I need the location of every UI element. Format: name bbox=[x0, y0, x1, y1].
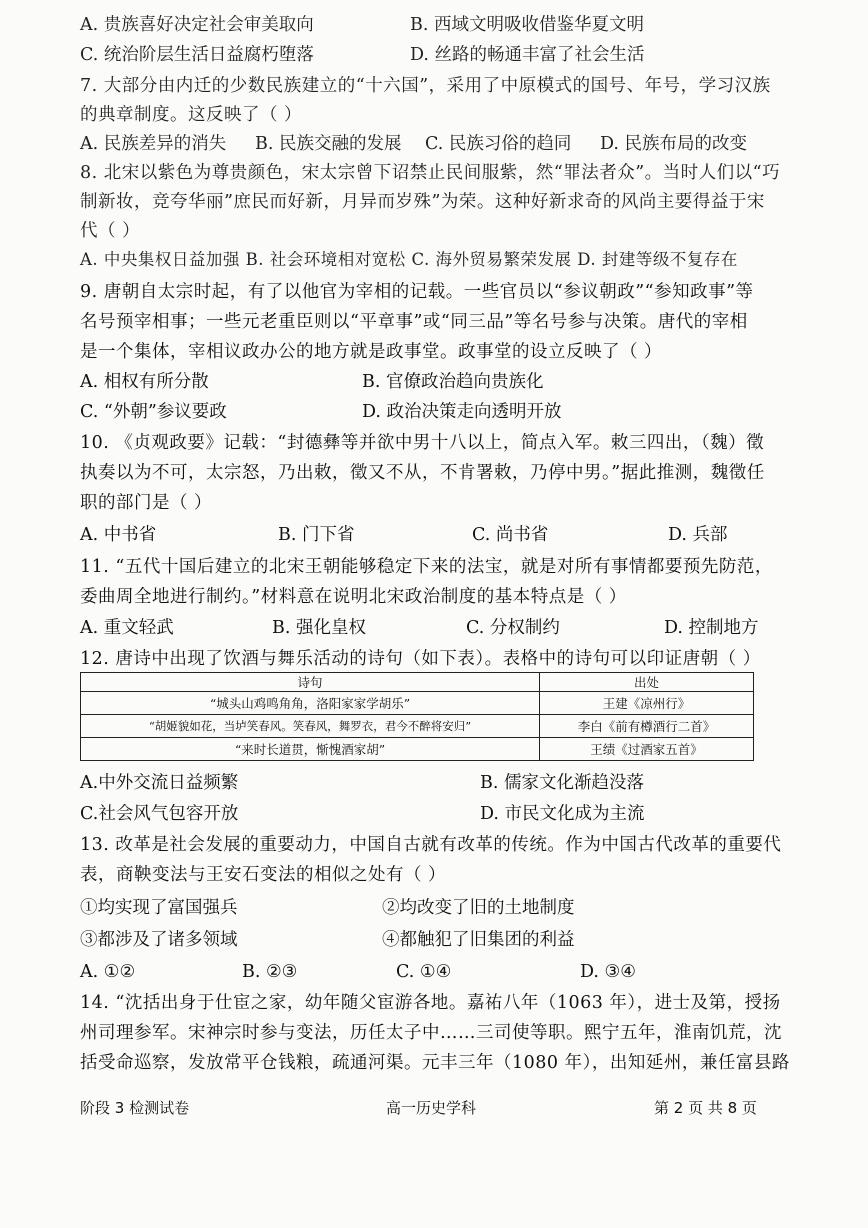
table-cell-source: 王建《凉州行》 bbox=[540, 692, 754, 715]
q14-stem-line-2: 州司理参军。宋神宗时参与变法，历任太子中……三司使等职。熙宁五年，淮南饥荒，沈 bbox=[80, 1023, 782, 1043]
q8-stem-line-2: 制新妆，竞夸华丽”庶民而好新，月异而岁殊”为荣。这种好新求奇的风尚主要得益于宋 bbox=[80, 192, 765, 212]
q13-item-2: ②均改变了旧的土地制度 bbox=[382, 898, 575, 918]
q13-option-b: B. ②③ bbox=[242, 962, 298, 982]
q11-option-c: C. 分权制约 bbox=[466, 618, 560, 638]
q9-option-c: C. “外朝”参议要政 bbox=[80, 402, 227, 422]
q11-option-b: B. 强化皇权 bbox=[272, 618, 366, 638]
q7-stem-line-1: 7. 大部分由内迁的少数民族建立的“十六国”，采用了中原模式的国号、年号，学习汉族 bbox=[80, 76, 771, 96]
footer-page-number: 第 2 页 共 8 页 bbox=[654, 1099, 757, 1117]
q10-stem-line-3: 职的部门是（ ） bbox=[80, 493, 213, 513]
q7-stem-line-2: 的典章制度。这反映了（ ） bbox=[80, 105, 303, 125]
q6-option-a: A. 贵族喜好决定社会审美取向 bbox=[80, 15, 314, 35]
q13-item-3: ③都涉及了诸多领域 bbox=[80, 930, 238, 950]
table-cell-poem: “来时长道贯，惭愧酒家胡” bbox=[81, 738, 540, 761]
q9-stem-line-2: 名号预宰相事；一些元老重臣则以“平章事”或“同三品”等名号参与决策。唐代的宰相 bbox=[80, 312, 748, 332]
q8-stem-line-3: 代（ ） bbox=[80, 221, 141, 241]
q13-stem-line-2: 表，商鞅变法与王安石变法的相似之处有（ ） bbox=[80, 865, 447, 885]
q13-item-4: ④都触犯了旧集团的利益 bbox=[382, 930, 575, 950]
q8-stem-line-1: 8. 北宋以紫色为尊贵颜色，宋太宗曾下诏禁止民间服紫，然“罪法者众”。当时人们以“巧 bbox=[80, 163, 781, 183]
q6-option-b: B. 西域文明吸收借鉴华夏文明 bbox=[410, 15, 644, 35]
q6-option-c: C. 统治阶层生活日益腐朽堕落 bbox=[80, 45, 314, 65]
q9-stem-line-1: 9. 唐朝自太宗时起，有了以他官为宰相的记载。一些官员以“参议朝政”“参知政事”等 bbox=[80, 282, 754, 302]
q10-option-b: B. 门下省 bbox=[278, 525, 355, 545]
table-header-poem: 诗句 bbox=[81, 673, 540, 692]
q9-option-d: D. 政治决策走向透明开放 bbox=[362, 402, 562, 422]
q10-option-a: A. 中书省 bbox=[80, 525, 157, 545]
q7-option-c: C. 民族习俗的趋同 bbox=[425, 134, 572, 154]
table-cell-source: 李白《前有樽酒行二首》 bbox=[540, 715, 754, 738]
table-cell-poem: “城头山鸡鸣角角，洛阳家家学胡乐” bbox=[81, 692, 540, 715]
q12-option-a: A.中外交流日益频繁 bbox=[80, 773, 239, 793]
q8-options: A. 中央集权日益加强 B. 社会环境相对宽松 C. 海外贸易繁荣发展 D. 封建等级不复存在 bbox=[80, 250, 738, 269]
q13-option-a: A. ①② bbox=[80, 962, 136, 982]
table-header-source: 出处 bbox=[540, 673, 754, 692]
table-cell-poem: “胡姬貌如花，当垆笑春风。笑春风，舞罗衣，君今不醉将安归” bbox=[81, 715, 540, 738]
q11-stem-line-2: 委曲周全地进行制约。”材料意在说明北宋政治制度的基本特点是（ ） bbox=[80, 587, 627, 607]
table-cell-source: 王绩《过酒家五首》 bbox=[540, 738, 754, 761]
q13-option-c: C. ①④ bbox=[396, 962, 452, 982]
q7-option-a: A. 民族差异的消失 bbox=[80, 134, 227, 154]
q13-stem-line-1: 13. 改革是社会发展的重要动力，中国自古就有改革的传统。作为中国古代改革的重要代 bbox=[80, 835, 782, 855]
q9-option-b: B. 官僚政治趋向贵族化 bbox=[362, 372, 544, 392]
q12-option-b: B. 儒家文化渐趋没落 bbox=[480, 773, 644, 793]
q10-stem-line-1: 10. 《贞观政要》记载：“封德彝等并欲中男十八以上，简点入军。敕三四出，（魏）徵 bbox=[80, 433, 765, 453]
footer-subject: 高一历史学科 bbox=[386, 1099, 477, 1117]
q11-stem-line-1: 11. “五代十国后建立的北宋王朝能够稳定下来的法宝，就是对所有事情都要预先防范， bbox=[80, 557, 773, 577]
q6-option-d: D. 丝路的畅通丰富了社会生活 bbox=[410, 45, 645, 65]
table-row bbox=[81, 738, 754, 761]
q12-stem: 12. 唐诗中出现了饮酒与舞乐活动的诗句（如下表）。表格中的诗句可以印证唐朝（ ） bbox=[80, 649, 761, 669]
q7-option-d: D. 民族布局的改变 bbox=[600, 134, 748, 154]
q10-option-c: C. 尚书省 bbox=[472, 525, 549, 545]
q14-stem-line-3: 括受命巡察，发放常平仓钱粮，疏通河渠。元丰三年（1080 年），出知延州，兼任富县路 bbox=[80, 1053, 790, 1073]
q13-option-d: D. ③④ bbox=[580, 962, 636, 982]
table-row bbox=[81, 715, 754, 738]
table-header-row bbox=[81, 673, 754, 692]
q9-stem-line-3: 是一个集体，宰相议政办公的地方就是政事堂。政事堂的设立反映了（ ） bbox=[80, 342, 663, 362]
q14-stem-line-1: 14. “沈括出身于仕宦之家，幼年随父宦游各地。嘉祐八年（1063 年），进士及第，授扬 bbox=[80, 993, 781, 1013]
q12-poem-table bbox=[80, 672, 754, 761]
q9-option-a: A. 相权有所分散 bbox=[80, 372, 209, 392]
q13-item-1: ①均实现了富国强兵 bbox=[80, 898, 238, 918]
footer-exam-name: 阶段 3 检测试卷 bbox=[80, 1099, 190, 1117]
q7-option-b: B. 民族交融的发展 bbox=[255, 134, 402, 154]
q12-option-d: D. 市民文化成为主流 bbox=[480, 804, 645, 824]
q11-option-a: A. 重文轻武 bbox=[80, 618, 174, 638]
q12-option-c: C.社会风气包容开放 bbox=[80, 804, 239, 824]
table-row bbox=[81, 692, 754, 715]
q11-option-d: D. 控制地方 bbox=[664, 618, 759, 638]
q10-stem-line-2: 执奏以为不可，太宗怒，乃出敕，徵又不从，不肯署敕，乃停中男。”据此推测，魏徵任 bbox=[80, 463, 765, 483]
q10-option-d: D. 兵部 bbox=[668, 525, 728, 545]
